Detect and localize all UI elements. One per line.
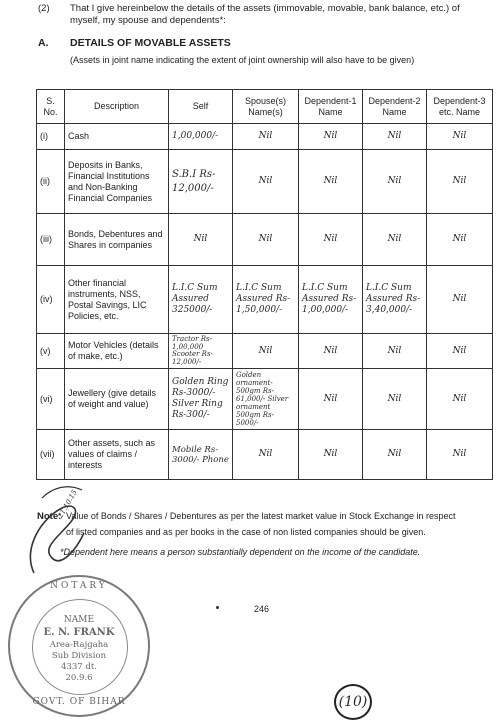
row-dependent2: L.I.C Sum Assured Rs-3,40,000/-: [363, 266, 427, 334]
header-dependent2: Dependent-2 Name: [363, 90, 427, 124]
row-dependent2: Nil: [363, 369, 427, 430]
header-sno: S. No.: [37, 90, 65, 124]
table-row: [37, 150, 493, 214]
stamp-bottom-text: GOVT. OF BIHAR: [32, 697, 126, 707]
row-description: Cash: [65, 124, 169, 150]
stamp-line5: 4337 dt.: [61, 662, 97, 672]
circled-page-mark: (10): [334, 684, 372, 720]
section-subtitle: (Assets in joint name indicating the extent of joint ownership will also have to be given): [70, 55, 415, 65]
row-dependent1: Nil: [299, 150, 363, 214]
header-dependent1: Dependent-1 Name: [299, 90, 363, 124]
table-row: [37, 124, 493, 150]
header-dependent3: Dependent-3 etc. Name: [427, 90, 493, 124]
table-row: [37, 334, 493, 369]
row-description: Other assets, such as values of claims / interests: [65, 430, 169, 480]
row-dependent3: Nil: [427, 150, 493, 214]
row-spouse: Nil: [233, 150, 299, 214]
row-dependent1: Nil: [299, 334, 363, 369]
row-self: S.B.I Rs-12,000/-: [169, 150, 233, 214]
row-sno: (iii): [37, 214, 65, 266]
row-dependent2: Nil: [363, 124, 427, 150]
table-row: [37, 369, 493, 430]
row-sno: (vii): [37, 430, 65, 480]
row-dependent2: Nil: [363, 214, 427, 266]
row-dependent1: Nil: [299, 369, 363, 430]
row-self: L.I.C Sum Assured 325000/-: [169, 266, 233, 334]
row-dependent3: Nil: [427, 124, 493, 150]
section-letter: A.: [38, 37, 49, 49]
table-row: [37, 266, 493, 334]
row-self: Mobile Rs-3000/- Phone: [169, 430, 233, 480]
stamp-line3: Area-Rajgaha: [49, 640, 109, 650]
row-dependent3: Nil: [427, 266, 493, 334]
row-dependent1: Nil: [299, 430, 363, 480]
intro-text-line1: That I give hereinbelow the details of the assets (immovable, movable, bank balance, etc.) of: [70, 3, 460, 14]
stamp-line6: 20.9.6: [65, 673, 93, 683]
row-self: Nil: [169, 214, 233, 266]
note1-line2: of listed companies and as per books in the case of non listed companies should be given.: [66, 527, 426, 537]
row-sno: (ii): [37, 150, 65, 214]
note2: *Dependent here means a person substantially dependent on the income of the candidate.: [60, 547, 421, 557]
row-spouse: Nil: [233, 214, 299, 266]
row-self: Tractor Rs-1,00,000 Scooter Rs-12,000/-: [169, 334, 233, 369]
dot-mark: [216, 606, 219, 609]
intro-number: (2): [38, 3, 50, 14]
row-dependent3: Nil: [427, 214, 493, 266]
row-description: Bonds, Debentures and Shares in companies: [65, 214, 169, 266]
row-spouse: Nil: [233, 334, 299, 369]
row-sno: (vi): [37, 369, 65, 430]
movable-assets-table: [36, 89, 493, 480]
signature-date: 21.10.15: [56, 488, 79, 520]
table-row: [37, 214, 493, 266]
stamp-line1: NAME: [63, 615, 95, 625]
row-dependent2: Nil: [363, 334, 427, 369]
row-sno: (i): [37, 124, 65, 150]
row-spouse: Golden ornament-500gm Rs-61,000/- Silver ornament 500gm Rs-5000/-: [233, 369, 299, 430]
row-description: Motor Vehicles (details of make, etc.): [65, 334, 169, 369]
stamp-top-text: NOTARY: [50, 581, 108, 591]
row-description: Other financial instruments, NSS, Postal Savings, LIC Policies, etc.: [65, 266, 169, 334]
note1-line1: Value of Bonds / Shares / Debentures as per the latest market value in Stock Exchange in respect: [66, 511, 456, 521]
row-description: Deposits in Banks, Financial Institutions and Non-Banking Financial Companies: [65, 150, 169, 214]
row-dependent3: Nil: [427, 369, 493, 430]
row-self: 1,00,000/-: [169, 124, 233, 150]
row-spouse: Nil: [233, 124, 299, 150]
row-sno: (v): [37, 334, 65, 369]
table-header-row: [37, 90, 493, 124]
table-row: [37, 430, 493, 480]
row-sno: (iv): [37, 266, 65, 334]
row-dependent3: Nil: [427, 430, 493, 480]
header-self: Self: [169, 90, 233, 124]
row-dependent1: L.I.C Sum Assured Rs-1,00,000/-: [299, 266, 363, 334]
row-dependent1: Nil: [299, 214, 363, 266]
row-dependent1: Nil: [299, 124, 363, 150]
row-dependent2: Nil: [363, 430, 427, 480]
intro-text-line2: myself, my spouse and dependents*:: [70, 15, 226, 26]
stamp-line2: E. N. FRANK: [43, 627, 115, 638]
notary-stamp: [8, 575, 150, 717]
row-dependent2: Nil: [363, 150, 427, 214]
note-label: Note:: [37, 511, 62, 522]
row-self: Golden Ring Rs-3000/- Silver Ring Rs-300/-: [169, 369, 233, 430]
row-spouse: L.I.C Sum Assured Rs-1,50,000/-: [233, 266, 299, 334]
page-number: 246: [254, 604, 270, 614]
section-title: DETAILS OF MOVABLE ASSETS: [70, 37, 231, 49]
signature-scribble: [12, 478, 102, 588]
row-description: Jewellery (give details of weight and value): [65, 369, 169, 430]
row-spouse: Nil: [233, 430, 299, 480]
stamp-line4: Sub Division: [51, 651, 107, 661]
header-description: Description: [65, 90, 169, 124]
row-dependent3: Nil: [427, 334, 493, 369]
header-spouse: Spouse(s) Name(s): [233, 90, 299, 124]
